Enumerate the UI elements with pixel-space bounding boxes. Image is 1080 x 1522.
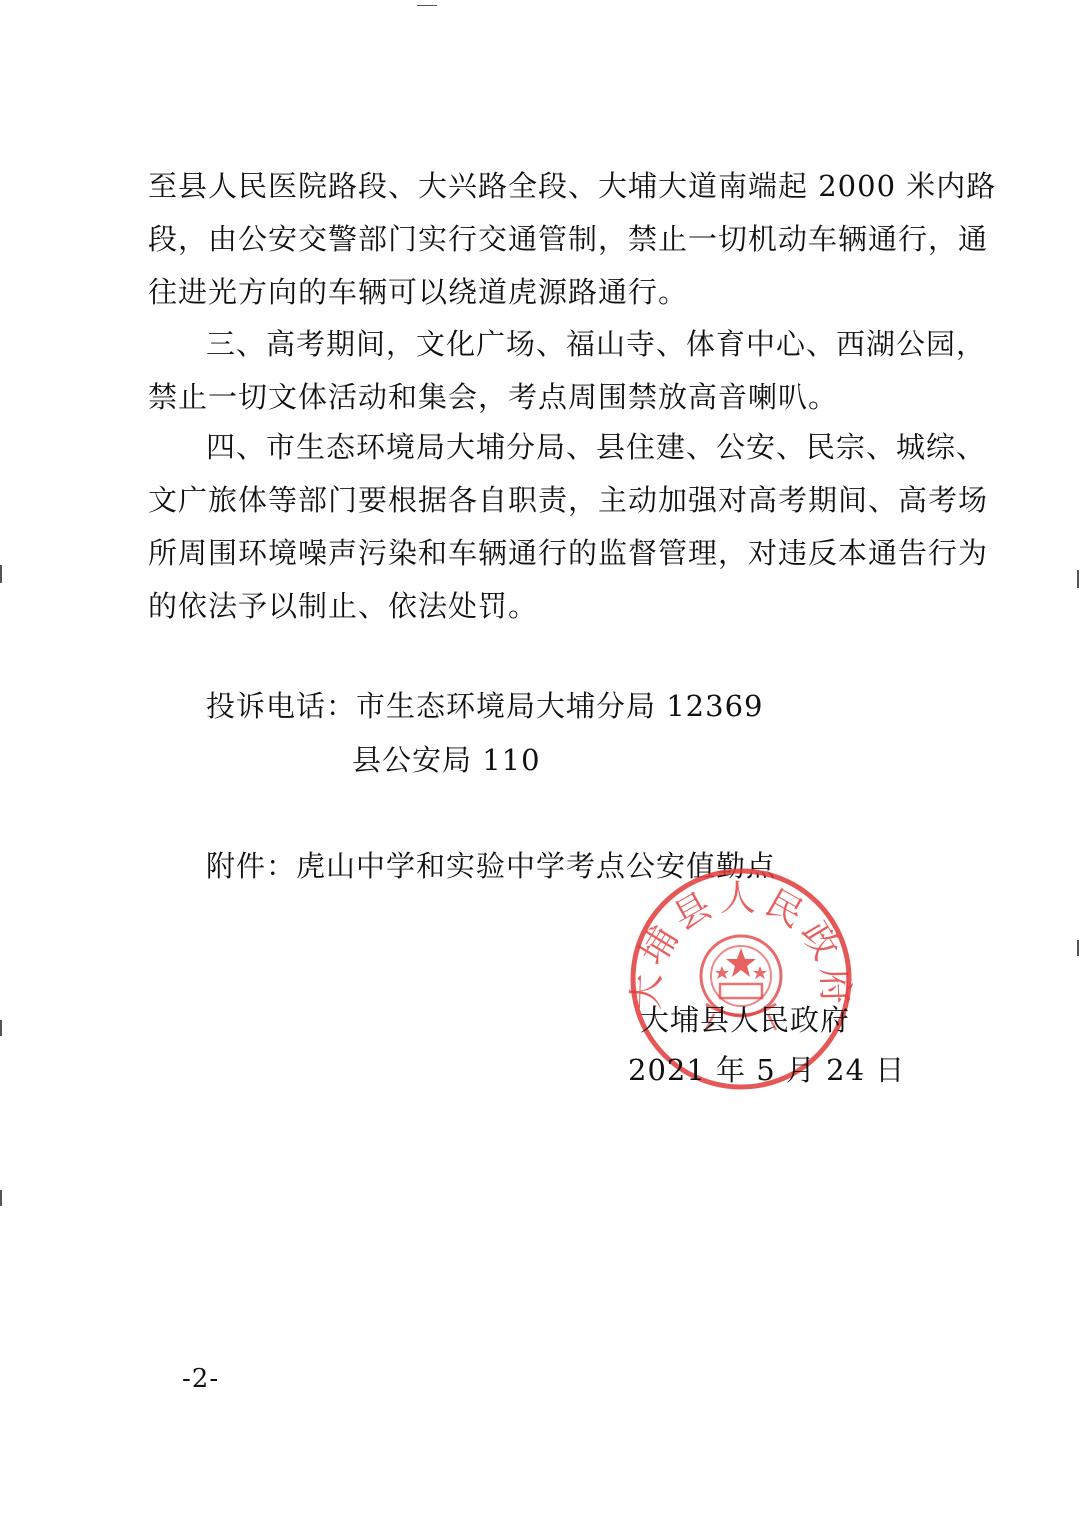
svg-text:大埔县人民政府 (626, 878, 855, 1011)
scan-mark-top (417, 5, 437, 6)
complaint-label: 投诉电话： (206, 689, 357, 723)
scan-mark-left-1 (0, 565, 2, 583)
page-number (182, 1362, 219, 1396)
paragraph-traffic-control (148, 160, 997, 319)
page-number-text: -2- (182, 1364, 220, 1394)
scan-mark-right-1 (1077, 570, 1079, 588)
issue-date-text: 2021 年 5 月 24 日 (628, 1053, 906, 1087)
paragraph-line: 段，由公安交警部门实行交通管制，禁止一切机动车辆通行，通 (148, 222, 989, 256)
paragraph-activity-ban (148, 318, 987, 424)
paragraph-line: 往进光方向的车辆可以绕道虎源路通行。 (148, 275, 689, 309)
scan-mark-left-3 (0, 1190, 2, 1206)
paragraph-line: 四、市生态环境局大埔分局、县住建、公安、民宗、城综、 (206, 430, 987, 464)
attachment-text: 附件：虎山中学和实验中学考点公安值勤点 (206, 849, 777, 883)
scan-mark-right-2 (1077, 940, 1079, 956)
paragraph-supervision (148, 421, 989, 633)
paragraph-line: 文广旅体等部门要根据各自职责，主动加强对高考期间、高考场 (148, 483, 989, 517)
paragraph-line: 三、高考期间，文化广场、福山寺、体育中心、西湖公园， (206, 327, 987, 361)
seal-text: 大埔县人民政府 (626, 878, 856, 1011)
paragraph-line: 的依法予以制止、依法处罚。 (148, 589, 539, 623)
issue-date (628, 1050, 905, 1090)
paragraph-line: 所周围环境噪声污染和车辆通行的监督管理，对违反本通告行为 (148, 536, 989, 570)
issuer-name: 大埔县人民政府 (640, 1003, 851, 1037)
scan-mark-left-2 (0, 1020, 2, 1036)
paragraph-line: 禁止一切文体活动和集会，考点周围禁放高音喇叭。 (148, 380, 839, 414)
complaint-phone-ecology: 市生态环境局大埔分局 12369 (356, 689, 764, 723)
issuer-signature (640, 1000, 850, 1040)
complaint-phone-police-text: 县公安局 110 (352, 743, 541, 777)
paragraph-line: 至县人民医院路段、大兴路全段、大埔大道南端起 2000 米内路 (148, 169, 997, 203)
complaint-phone (206, 686, 764, 726)
complaint-phone-police (352, 740, 541, 780)
